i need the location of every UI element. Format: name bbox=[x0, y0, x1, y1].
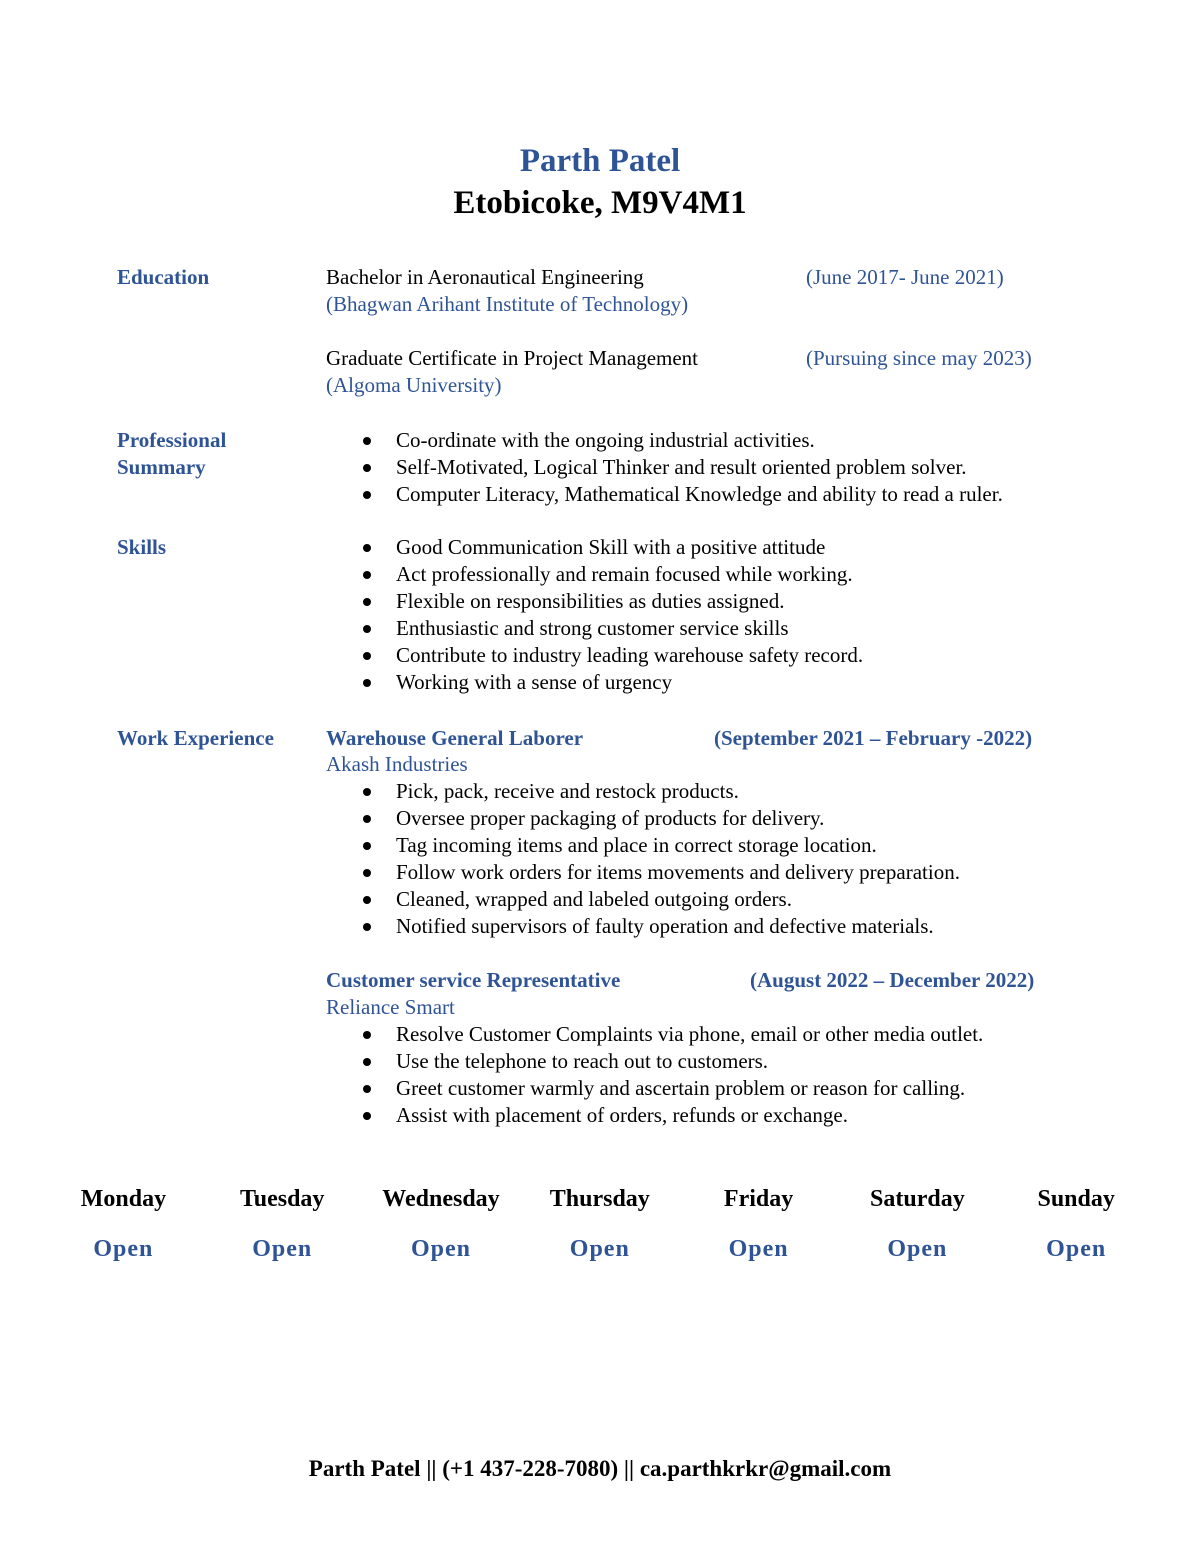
day-name: Saturday bbox=[870, 1186, 965, 1212]
experience-heading: Work Experience bbox=[117, 726, 274, 750]
bullet-icon bbox=[363, 679, 371, 687]
job-duties-list bbox=[326, 1021, 983, 1129]
day-column bbox=[838, 1182, 997, 1266]
list-item: Tag incoming items and place in correct storage location. bbox=[326, 832, 960, 859]
list-item: Enthusiastic and strong customer service skills bbox=[326, 615, 863, 642]
day-name: Monday bbox=[80, 1186, 167, 1212]
day-status: Open bbox=[93, 1236, 154, 1262]
list-item: Oversee proper packaging of products for delivery. bbox=[326, 805, 960, 832]
list-item: Good Communication Skill with a positive attitude bbox=[326, 534, 863, 561]
bullet-icon bbox=[363, 815, 371, 823]
education-date: (Pursuing since may 2023) bbox=[806, 346, 1032, 370]
bullet-icon bbox=[363, 1058, 371, 1066]
list-item: Use the telephone to reach out to customers. bbox=[326, 1048, 983, 1075]
bullet-icon bbox=[363, 437, 371, 445]
education-degree: Bachelor in Aeronautical Engineering bbox=[326, 265, 644, 289]
summary-heading-line2: Summary bbox=[117, 455, 206, 479]
footer-contact: Parth Patel || (+1 437-228-7080) || ca.parthkrkr@gmail.com bbox=[308, 1456, 892, 1481]
skills-list bbox=[326, 534, 863, 696]
job-dates: (September 2021 – February -2022) bbox=[714, 726, 1033, 750]
list-item: Notified supervisors of faulty operation and defective materials. bbox=[326, 913, 960, 940]
day-column bbox=[997, 1182, 1156, 1266]
availability-table bbox=[44, 1182, 1156, 1266]
bullet-icon bbox=[363, 652, 371, 660]
list-item: Self-Motivated, Logical Thinker and result oriented problem solver. bbox=[326, 454, 1003, 481]
list-item: Greet customer warmly and ascertain problem or reason for calling. bbox=[326, 1075, 983, 1102]
list-item: Computer Literacy, Mathematical Knowledge and ability to read a ruler. bbox=[326, 481, 1003, 508]
day-name: Tuesday bbox=[239, 1186, 325, 1212]
day-status: Open bbox=[252, 1236, 313, 1262]
list-item: Act professionally and remain focused while working. bbox=[326, 561, 863, 588]
list-item: Cleaned, wrapped and labeled outgoing orders. bbox=[326, 886, 960, 913]
job-dates: (August 2022 – December 2022) bbox=[750, 968, 1035, 992]
bullet-icon bbox=[363, 625, 371, 633]
list-item: Flexible on responsibilities as duties assigned. bbox=[326, 588, 863, 615]
bullet-icon bbox=[363, 491, 371, 499]
education-date: (June 2017- June 2021) bbox=[806, 265, 1004, 289]
job-company: Reliance Smart bbox=[326, 995, 455, 1019]
bullet-icon bbox=[363, 598, 371, 606]
education-degree: Graduate Certificate in Project Management bbox=[326, 346, 699, 370]
day-status: Open bbox=[887, 1236, 948, 1262]
bullet-icon bbox=[363, 544, 371, 552]
bullet-icon bbox=[363, 1112, 371, 1120]
bullet-icon bbox=[363, 869, 371, 877]
bullet-icon bbox=[363, 1031, 371, 1039]
day-column bbox=[520, 1182, 679, 1266]
day-name: Sunday bbox=[1037, 1186, 1115, 1212]
day-column bbox=[44, 1182, 203, 1266]
day-status: Open bbox=[569, 1236, 630, 1262]
bullet-icon bbox=[363, 842, 371, 850]
list-item: Co-ordinate with the ongoing industrial activities. bbox=[326, 427, 1003, 454]
list-item: Pick, pack, receive and restock products. bbox=[326, 778, 960, 805]
bullet-icon bbox=[363, 923, 371, 931]
skills-heading: Skills bbox=[117, 535, 167, 559]
summary-heading-line1: Professional bbox=[117, 428, 227, 452]
day-status: Open bbox=[1046, 1236, 1107, 1262]
bullet-icon bbox=[363, 896, 371, 904]
job-company: Akash Industries bbox=[326, 752, 468, 776]
day-name: Wednesday bbox=[382, 1186, 500, 1212]
bullet-icon bbox=[363, 1085, 371, 1093]
candidate-address: Etobicoke, M9V4M1 bbox=[453, 185, 747, 221]
bullet-icon bbox=[363, 464, 371, 472]
education-institution: (Algoma University) bbox=[326, 373, 502, 397]
day-name: Friday bbox=[723, 1186, 794, 1212]
job-title: Warehouse General Laborer bbox=[326, 726, 584, 750]
day-status: Open bbox=[410, 1236, 471, 1262]
bullet-icon bbox=[363, 571, 371, 579]
day-name: Thursday bbox=[549, 1186, 650, 1212]
day-column bbox=[203, 1182, 362, 1266]
job-duties-list bbox=[326, 778, 960, 940]
list-item: Follow work orders for items movements and delivery preparation. bbox=[326, 859, 960, 886]
summary-heading bbox=[117, 427, 226, 481]
bullet-icon bbox=[363, 788, 371, 796]
list-item: Assist with placement of orders, refunds or exchange. bbox=[326, 1102, 983, 1129]
list-item: Contribute to industry leading warehouse safety record. bbox=[326, 642, 863, 669]
summary-list bbox=[326, 427, 1003, 508]
list-item: Resolve Customer Complaints via phone, email or other media outlet. bbox=[326, 1021, 983, 1048]
candidate-name: Parth Patel bbox=[519, 143, 681, 179]
day-column bbox=[679, 1182, 838, 1266]
day-column bbox=[362, 1182, 521, 1266]
day-status: Open bbox=[728, 1236, 789, 1262]
list-item: Working with a sense of urgency bbox=[326, 669, 863, 696]
education-institution: (Bhagwan Arihant Institute of Technology) bbox=[326, 292, 689, 316]
education-heading: Education bbox=[117, 265, 210, 289]
job-title: Customer service Representative bbox=[326, 968, 621, 992]
